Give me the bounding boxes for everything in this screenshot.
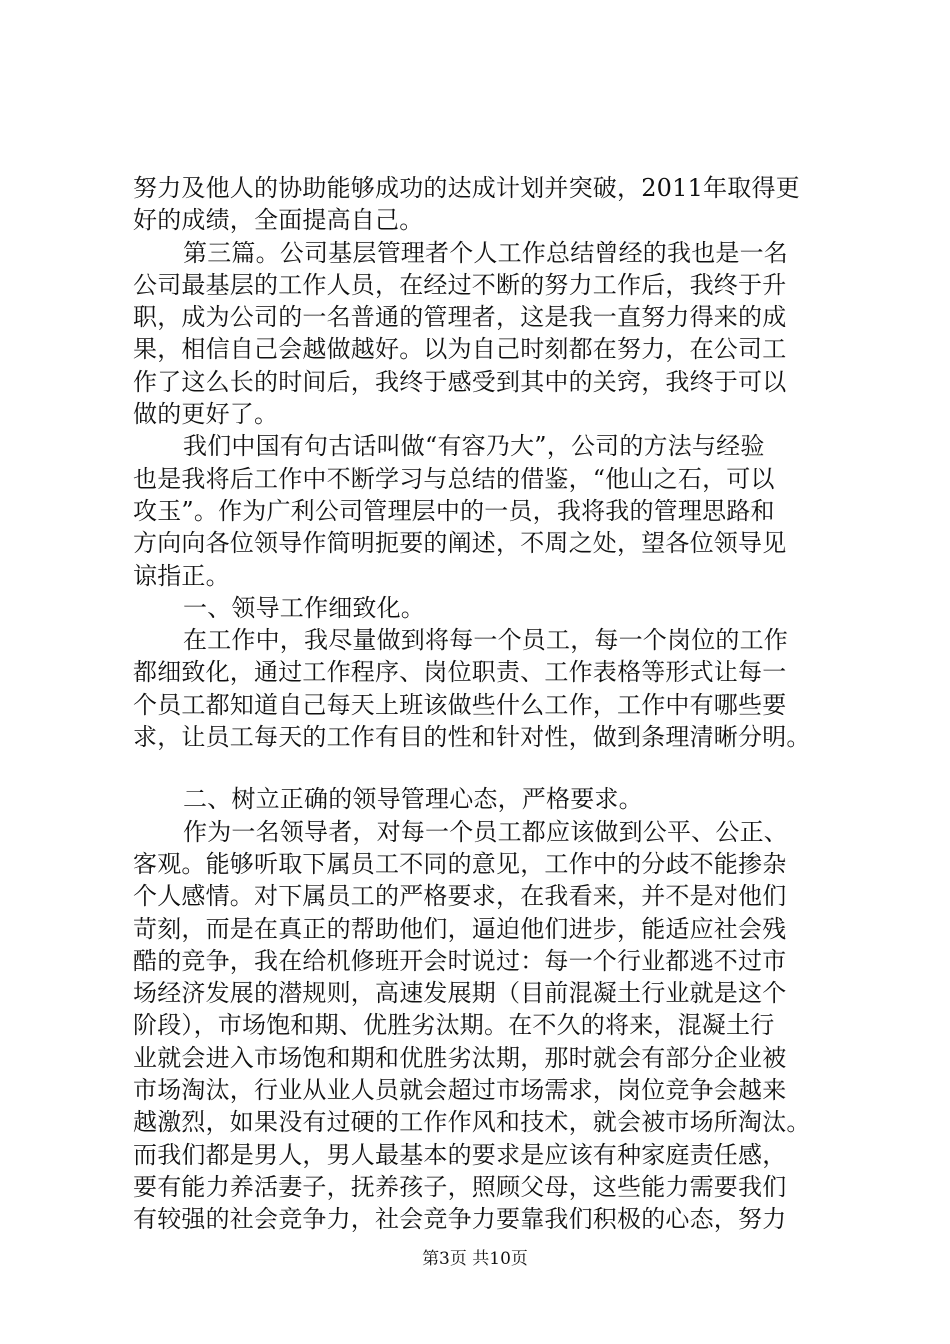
text-line: 攻玉”。作为广利公司管理层中的一员，我将我的管理思路和 xyxy=(133,496,775,525)
text-line: 阶段），市场饱和期、优胜劣汰期。在不久的将来，混凝土行 xyxy=(133,1011,775,1040)
text-line: 在工作中，我尽量做到将每一个员工，每一个岗位的工作 xyxy=(183,626,788,655)
text-line: 都细致化，通过工作程序、岗位职责、工作表格等形式让每一 xyxy=(133,658,787,687)
text-line: 业就会进入市场饱和期和优胜劣汰期，那时就会有部分企业被 xyxy=(133,1043,787,1072)
text-line: 努力及他人的协助能够成功的达成计划并突破，2011年取得更 xyxy=(133,174,800,202)
page-number-footer: 第3页 共10页 xyxy=(422,1249,528,1269)
text-line: 第三篇。公司基层管理者个人工作总结曾经的我也是一名 xyxy=(183,238,788,267)
text-line: 我们中国有句古话叫做“有容乃大”，公司的方法与经验 xyxy=(183,432,765,461)
text-line: 越激烈，如果没有过硬的工作作风和技术，就会被市场所淘汰。 xyxy=(133,1108,811,1137)
text-line: 个员工都知道自己每天上班该做些什么工作，工作中有哪些要 xyxy=(133,690,787,719)
text-line: 苛刻，而是在真正的帮助他们，逼迫他们进步，能适应社会残 xyxy=(133,914,787,943)
text-line: 做的更好了。 xyxy=(133,400,279,429)
text-line: 求，让员工每天的工作有目的性和针对性，做到条理清晰分明。 xyxy=(133,723,811,752)
text-line: 谅指正。 xyxy=(133,561,230,590)
text-line: 酷的竞争，我在给机修班开会时说过：每一个行业都逃不过市 xyxy=(133,946,787,975)
section-heading: 一、领导工作细致化。 xyxy=(183,593,425,622)
text-line: 果，相信自己会越做越好。以为自己时刻都在努力，在公司工 xyxy=(133,335,787,364)
text-line: 公司最基层的工作人员，在经过不断的努力工作后，我终于升 xyxy=(133,270,787,299)
text-line: 职，成为公司的一名普通的管理者，这是我一直努力得来的成 xyxy=(133,303,787,332)
text-line: 市场淘汰，行业从业人员就会超过市场需求，岗位竞争会越来 xyxy=(133,1076,787,1105)
paragraph-gap xyxy=(133,753,833,783)
text-line: 作了这么长的时间后，我终于感受到其中的关窍，我终于可以 xyxy=(133,367,787,396)
text-line: 有较强的社会竞争力，社会竞争力要靠我们积极的心态，努力 xyxy=(133,1205,787,1234)
section-heading: 二、树立正确的领导管理心态，严格要求。 xyxy=(183,785,643,814)
text-line: 作为一名领导者，对每一个员工都应该做到公平、公正、 xyxy=(183,817,788,846)
document-body xyxy=(133,172,833,1236)
text-line: 要有能力养活妻子，抚养孩子，照顾父母，这些能力需要我们 xyxy=(133,1172,787,1201)
text-line: 而我们都是男人，男人最基本的要求是应该有种家庭责任感， xyxy=(133,1140,787,1169)
text-line: 客观。能够听取下属员工不同的意见，工作中的分歧不能掺杂 xyxy=(133,849,787,878)
text-line: 方向向各位领导作简明扼要的阐述，不周之处，望各位领导见 xyxy=(133,529,787,558)
text-line: 好的成绩，全面提高自己。 xyxy=(133,206,424,235)
text-line: 也是我将后工作中不断学习与总结的借鉴，“他山之石，可以 xyxy=(133,464,775,493)
text-line: 场经济发展的潜规则，高速发展期（目前混凝土行业就是这个 xyxy=(133,979,787,1008)
text-line: 个人感情。对下属员工的严格要求，在我看来，并不是对他们 xyxy=(133,882,787,911)
